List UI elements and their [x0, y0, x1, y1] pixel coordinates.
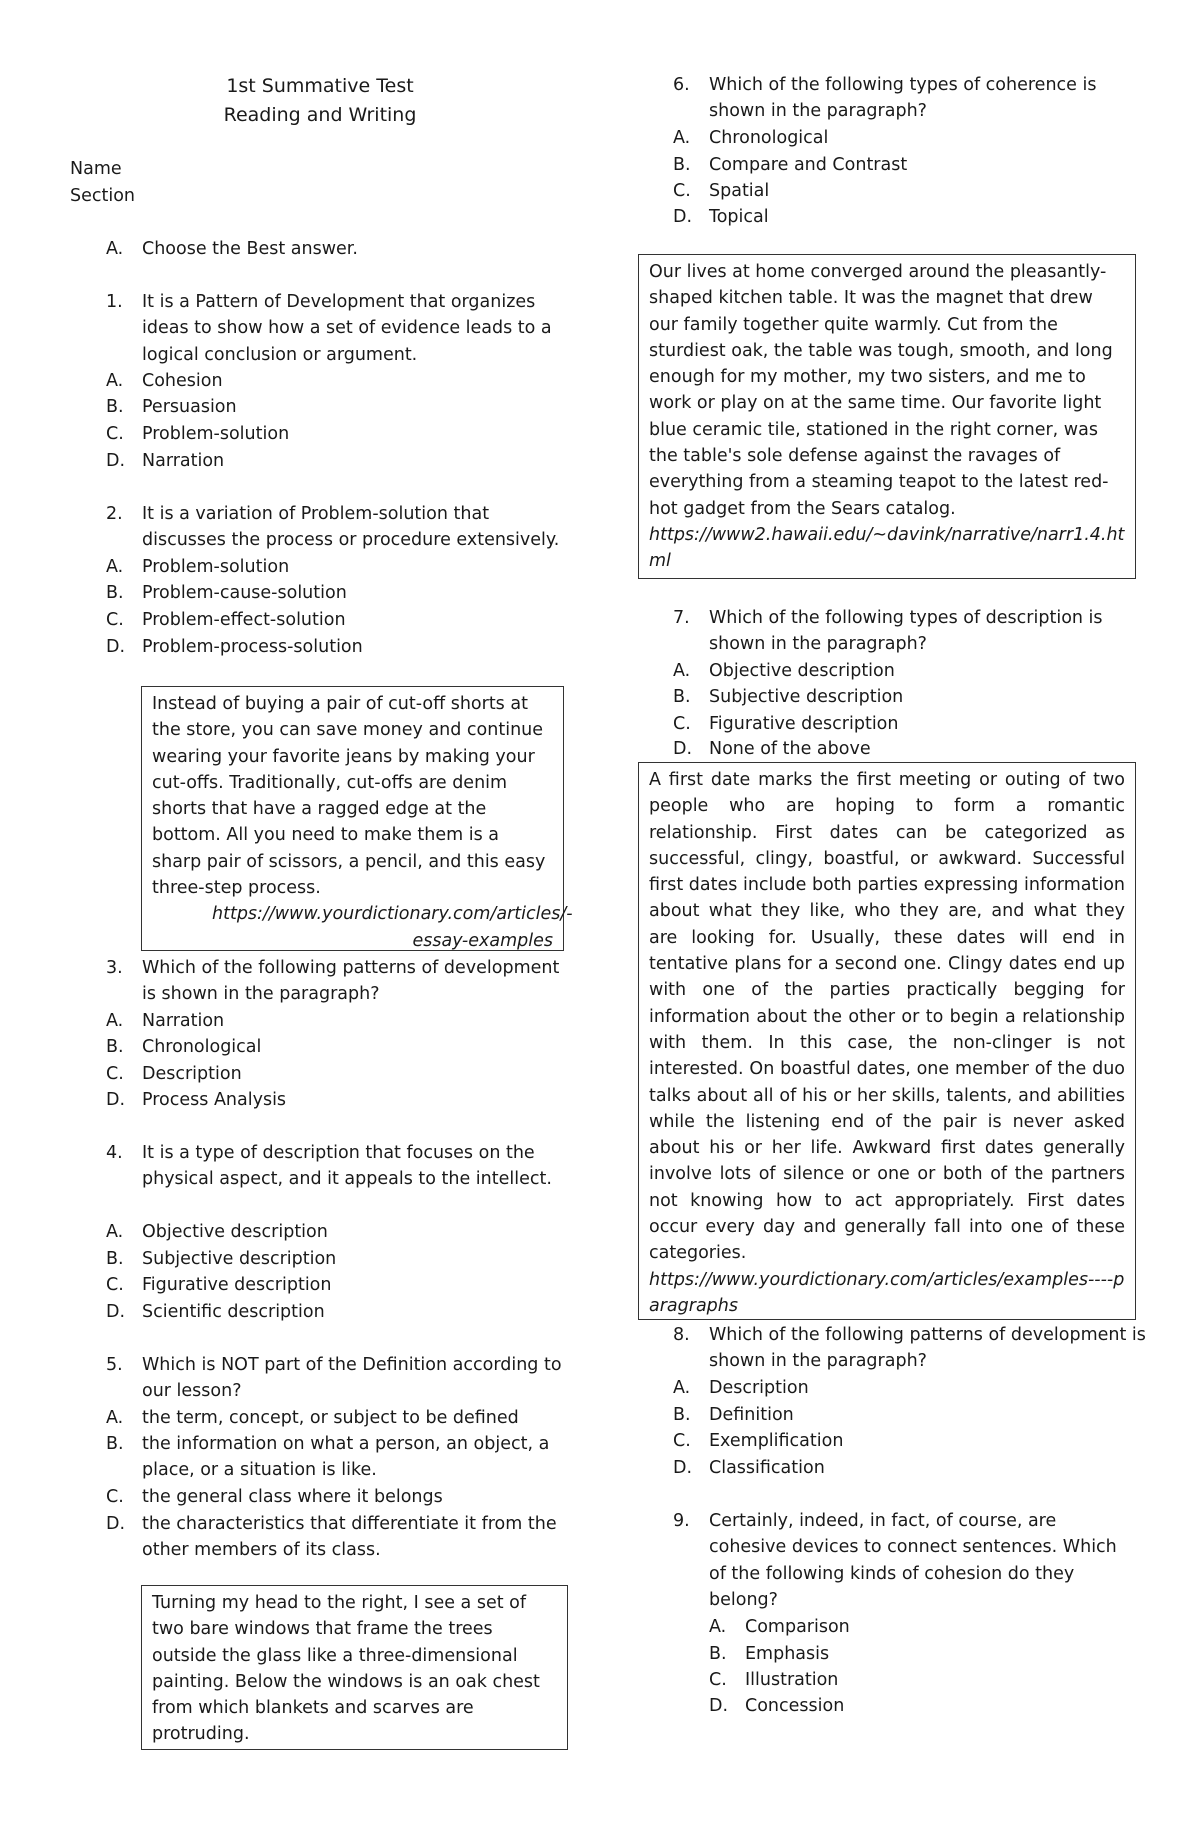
option-letter: B.	[709, 1644, 727, 1664]
option-letter: B.	[673, 687, 691, 707]
option-text: Narration	[142, 1011, 225, 1031]
question-text: It is a type of description that focuses on the physical aspect, and it appeals to the intellect.	[142, 1143, 552, 1190]
option-text: the information on what a person, an object, a place, or a situation is like.	[142, 1434, 550, 1481]
option-text: Definition	[709, 1405, 794, 1425]
question-number: 4.	[106, 1143, 123, 1163]
option-letter: D.	[106, 1302, 126, 1322]
option-text: Problem-effect-solution	[142, 610, 346, 630]
option-text: Description	[709, 1378, 809, 1398]
question-number: 9.	[673, 1511, 690, 1531]
option-text: Problem-solution	[142, 557, 290, 577]
option-letter: D.	[106, 1090, 126, 1110]
option-letter: D.	[709, 1696, 729, 1716]
option-letter: C.	[106, 1275, 124, 1295]
option-letter: A.	[106, 371, 124, 391]
option-letter: C.	[673, 714, 691, 734]
question-number: 7.	[673, 608, 690, 628]
option-text: Comparison	[745, 1617, 850, 1637]
option-text: Narration	[142, 451, 225, 471]
question-number: 6.	[673, 75, 690, 95]
option-text: Objective description	[709, 661, 895, 681]
question-text: Certainly, indeed, in fact, of course, are cohesive devices to connect sentences. Which of the following kinds of cohesion do they belong?	[709, 1511, 1117, 1610]
option-letter: C.	[106, 1064, 124, 1084]
option-text: Problem-cause-solution	[142, 583, 347, 603]
passage-text: Turning my head to the right, I see a set of two bare windows that frame the trees outside the glass like a three-dimensional painting. Below the windows is an oak chest from which blankets and scarves are protruding.	[152, 1593, 540, 1745]
option-letter: A.	[673, 661, 691, 681]
section-label: Section	[70, 186, 136, 206]
option-text: Classification	[709, 1458, 825, 1478]
question-number: 2.	[106, 504, 123, 524]
option-text: Problem-process-solution	[142, 637, 363, 657]
source-url: https://www.yourdictionary.com/articles/examples----paragraphs	[649, 1269, 1125, 1316]
test-title: 1st Summative Test	[226, 75, 414, 97]
option-text: None of the above	[709, 739, 871, 759]
passage-text: Our lives at home converged around the pleasantly-shaped kitchen table. It was the magnet that drew our family together quite warmly. Cut from the sturdiest oak, the table was tough, smooth, and long enough for my mother, my two sisters, and me to work or play on at the same time. Our favorite light blue ceramic tile, stationed in the right corner, was the table's sole defense against the ravages of everything from a steaming teapot to the latest red-hot gadget from the Sears catalog.	[649, 262, 1113, 519]
option-letter: A.	[709, 1617, 727, 1637]
option-text: Scientific description	[142, 1302, 325, 1322]
option-letter: C.	[106, 424, 124, 444]
option-text: Process Analysis	[142, 1090, 287, 1110]
option-letter: B.	[106, 1249, 124, 1269]
option-letter: D.	[673, 739, 693, 759]
test-subject: Reading and Writing	[223, 104, 417, 126]
option-letter: D.	[106, 451, 126, 471]
passage-text: A first date marks the first meeting or outing of two people who are hoping to form a romantic relationship. First dates can be categorized as successful, clingy, boastful, or awkward. Successful first dates include both parties expressing information about what they like, who they are, and what they are looking for. Usually, these dates will end in tentative plans for a second one. Clingy dates end up with one of the parties practically begging for information about the other or to begin a relationship with them. In this case, the non-clinger is not interested. On boastful dates, one member of the duo talks about all of his or her skills, talents, and abilities while the listening end of the pair is never asked about his or her life. Awkward first dates generally involve lots of silence or one or both of the partners not knowing how to act appropriately. First dates occur every day and generally fall into one of these categories.	[649, 770, 1125, 1264]
name-label: Name	[70, 159, 122, 179]
question-text: Which of the following types of coherence is shown in the paragraph?	[709, 75, 1097, 122]
passage-text: Instead of buying a pair of cut-off shorts at the store, you can save money and continue wearing your favorite jeans by making your cut-offs. Traditionally, cut-offs are denim shorts that have a ragged edge at the bottom. All you need to make them is a sharp pair of scissors, a pencil, and this easy three-step process.	[152, 694, 546, 899]
option-letter: A.	[106, 1222, 124, 1242]
option-letter: A.	[673, 1378, 691, 1398]
option-letter: D.	[106, 637, 126, 657]
option-text: Objective description	[142, 1222, 328, 1242]
passage-kitchen-table	[638, 254, 1136, 579]
option-text: the term, concept, or subject to be defined	[142, 1408, 519, 1428]
option-text: Persuasion	[142, 397, 237, 417]
passage-first-date	[638, 762, 1136, 1320]
question-text: Which is NOT part of the Definition according to our lesson?	[142, 1355, 562, 1402]
question-text: Which of the following patterns of development is shown in the paragraph?	[709, 1325, 1146, 1372]
option-letter: C.	[709, 1670, 727, 1690]
option-letter: B.	[673, 155, 691, 175]
option-text: Spatial	[709, 181, 770, 201]
option-text: the characteristics that differentiate it from the other members of its class.	[142, 1514, 557, 1561]
option-text: Chronological	[142, 1037, 262, 1057]
option-text: the general class where it belongs	[142, 1487, 443, 1507]
option-text: Figurative description	[709, 714, 899, 734]
option-letter: C.	[106, 1487, 124, 1507]
section-a-letter: A.	[106, 239, 124, 259]
option-letter: A.	[106, 557, 124, 577]
question-text: Which of the following types of description is shown in the paragraph?	[709, 608, 1103, 655]
passage-cutoffs	[141, 686, 573, 951]
option-text: Chronological	[709, 128, 829, 148]
question-number: 3.	[106, 958, 123, 978]
option-text: Problem-solution	[142, 424, 290, 444]
option-letter: B.	[106, 1434, 124, 1454]
option-text: Exemplification	[709, 1431, 844, 1451]
option-letter: C.	[106, 610, 124, 630]
option-text: Subjective description	[709, 687, 904, 707]
option-text: Concession	[745, 1696, 845, 1716]
option-letter: C.	[673, 181, 691, 201]
option-text: Description	[142, 1064, 242, 1084]
option-text: Compare and Contrast	[709, 155, 908, 175]
option-letter: C.	[673, 1431, 691, 1451]
option-text: Emphasis	[745, 1644, 830, 1664]
option-text: Figurative description	[142, 1275, 332, 1295]
question-text: It is a variation of Problem-solution that discusses the process or procedure extensively.	[142, 504, 560, 551]
question-text: It is a Pattern of Development that organizes ideas to show how a set of evidence leads to a logical conclusion or argument.	[142, 292, 552, 365]
option-text: Subjective description	[142, 1249, 337, 1269]
passage-windows	[141, 1585, 568, 1750]
option-text: Topical	[709, 207, 769, 227]
option-letter: B.	[106, 583, 124, 603]
option-letter: A.	[106, 1011, 124, 1031]
question-number: 5.	[106, 1355, 123, 1375]
option-letter: B.	[106, 397, 124, 417]
option-letter: A.	[673, 128, 691, 148]
option-letter: B.	[106, 1037, 124, 1057]
question-number: 1.	[106, 292, 123, 312]
option-letter: D.	[106, 1514, 126, 1534]
question-number: 8.	[673, 1325, 690, 1345]
option-letter: D.	[673, 207, 693, 227]
option-text: Illustration	[745, 1670, 839, 1690]
option-letter: B.	[673, 1405, 691, 1425]
option-letter: A.	[106, 1408, 124, 1428]
option-letter: D.	[673, 1458, 693, 1478]
source-url: https://www2.hawaii.edu/~davink/narrative/narr1.4.html	[649, 524, 1125, 572]
source-url: https://www.yourdictionary.com/articles/-essay-examples	[212, 904, 573, 951]
option-text: Cohesion	[142, 371, 223, 391]
section-a-text: Choose the Best answer.	[142, 239, 358, 259]
question-text: Which of the following patterns of development is shown in the paragraph?	[142, 958, 560, 1005]
